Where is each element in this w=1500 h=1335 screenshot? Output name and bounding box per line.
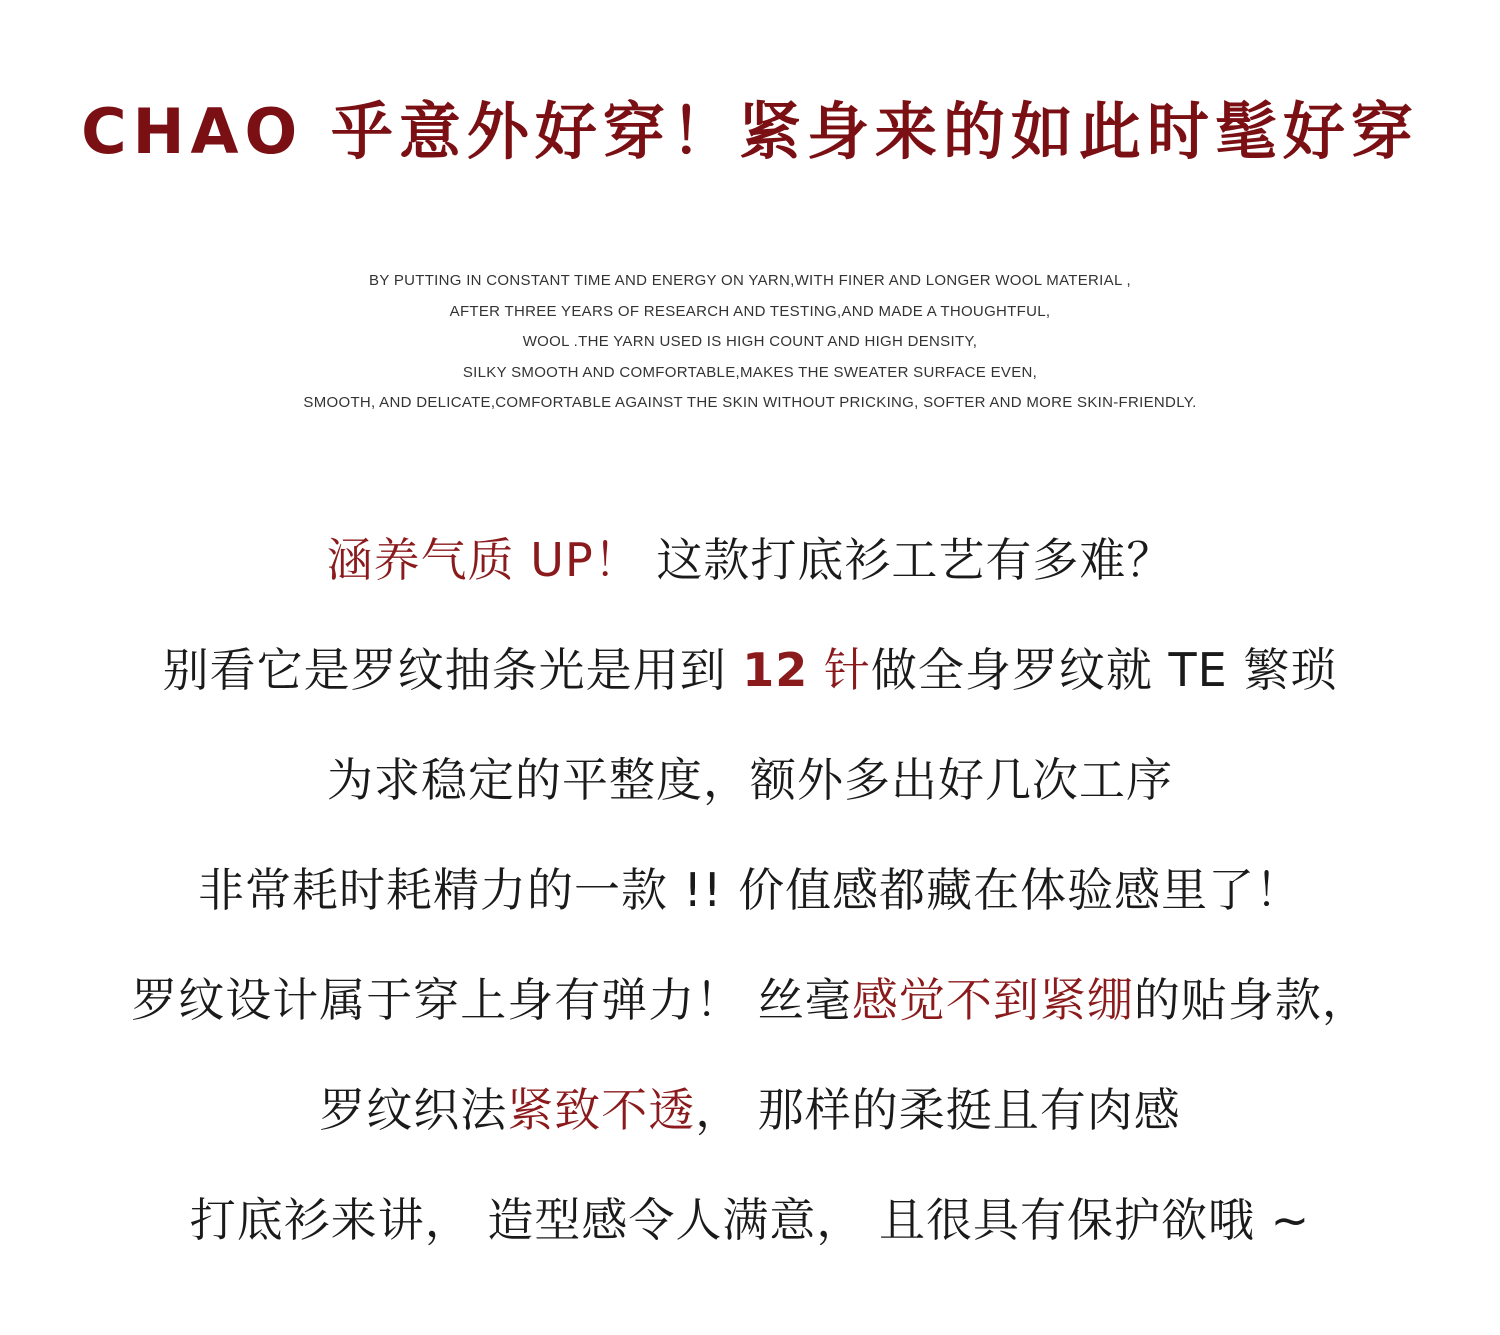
body-line-5: [0, 945, 1500, 1055]
english-line: SILKY SMOOTH AND COMFORTABLE,MAKES THE SWEATER SURFACE EVEN,: [462, 363, 1038, 381]
body-line-3: 为求稳定的平整度，额外多出好几次工序: [327, 753, 1173, 807]
highlight-text: 针: [808, 643, 871, 697]
chinese-description: [0, 505, 1500, 1275]
body-text: 的贴身款，: [1133, 973, 1369, 1027]
highlight-text: 紧致不透: [507, 1083, 696, 1137]
english-description: [0, 266, 1500, 419]
english-line: WOOL .THE YARN USED IS HIGH COUNT AND HIGH DENSITY,: [522, 333, 978, 350]
body-text: 罗纹设计属于穿上身有弹力！ 丝毫: [131, 973, 852, 1027]
english-line: AFTER THREE YEARS OF RESEARCH AND TESTING,AND MADE A THOUGHTFUL,: [449, 302, 1051, 320]
body-line-7: 打底衫来讲， 造型感令人满意， 且很具有保护欲哦 ~: [189, 1193, 1311, 1247]
highlight-text: 感觉不到紧绷: [851, 973, 1134, 1027]
body-text: 别看它是罗纹抽条光是用到: [162, 643, 743, 697]
needle-count: 12: [742, 643, 809, 697]
body-line-2: [0, 615, 1500, 725]
body-line-4: 非常耗时耗精力的一款 !! 价值感都藏在体验感里了！: [197, 863, 1303, 917]
english-line: BY PUTTING IN CONSTANT TIME AND ENERGY ON YARN,WITH FINER AND LONGER WOOL MATERIAL ,: [369, 272, 1131, 289]
body-text: ， 那样的柔挺且有肉感: [695, 1083, 1181, 1137]
body-text: 做全身罗纹就 TE 繁琐: [870, 643, 1338, 697]
highlight-text: 涵养气质 UP！: [326, 533, 641, 587]
body-text: 罗纹织法: [319, 1083, 508, 1137]
english-line: SMOOTH, AND DELICATE,COMFORTABLE AGAINST THE SKIN WITHOUT PRICKING, SOFTER AND MORE SKIN-FRIENDLY.: [303, 394, 1197, 411]
body-line-1: [0, 505, 1500, 615]
body-line-6: [0, 1055, 1500, 1165]
headline: CHAO 乎意外好穿！紧身来的如此时髦好穿: [81, 95, 1419, 168]
body-text: 这款打底衫工艺有多难？: [640, 533, 1174, 587]
